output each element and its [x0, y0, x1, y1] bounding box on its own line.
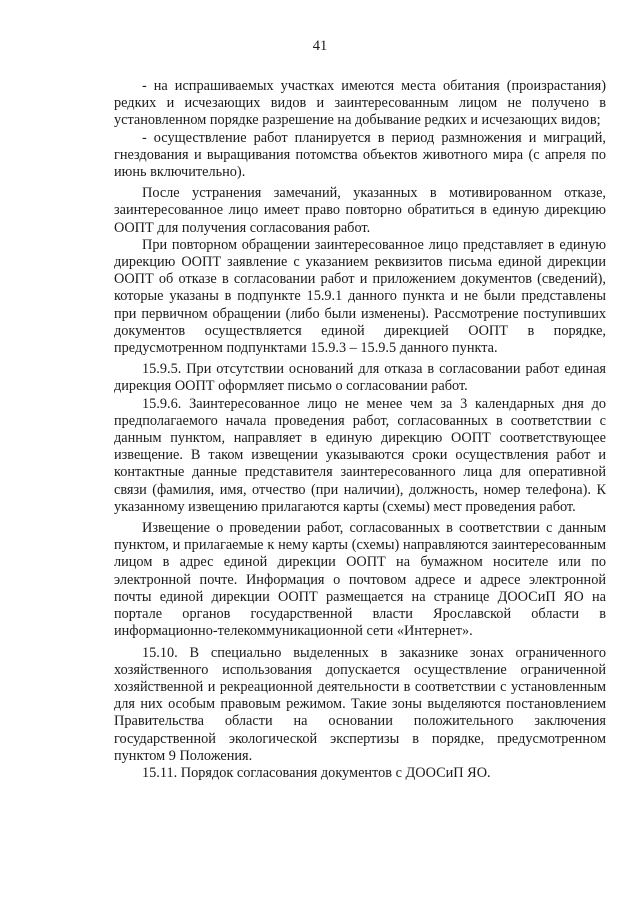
- paragraph: Извещение о проведении работ, согласованных в соответствии с данным пунктом, и прилагаемые к нему карты (схемы) направляются заинтересованным лицом в адрес единой дирекции ООПТ на бумажном носителе или по электронной почте. Информация о почтовом адресе и адресе электронной почты единой дирекции ООПТ размещается на странице ДООСиП ЯО на портале органов государственной власти Ярославской области в информационно-телекоммуникационной сети «Интернет».: [114, 520, 606, 640]
- paragraph: 15.9.5. При отсутствии оснований для отказа в согласовании работ единая дирекция ООПТ оформляет письмо о согласовании работ.: [114, 361, 606, 395]
- document-body: [114, 78, 606, 782]
- paragraph: После устранения замечаний, указанных в мотивированном отказе, заинтересованное лицо имеет право повторно обратиться в единую дирекцию ООПТ для получения согласования работ.: [114, 185, 606, 236]
- paragraph: 15.10. В специально выделенных в заказнике зонах ограниченного хозяйственного использования допускается осуществление ограниченной хозяйственной и рекреационной деятельности в соответствии с установленным для них особым правовым режимом. Такие зоны выделяются постановлением Правительства области на основании положительного заключения государственной экологической экспертизы в порядке, предусмотренном пунктом 9 Положения.: [114, 644, 606, 764]
- page-number: 41: [312, 38, 328, 54]
- paragraph: - осуществление работ планируется в период размножения и миграций, гнездования и выращивания потомства объектов животного мира (с апреля по июнь включительно).: [114, 129, 606, 181]
- paragraph: - на испрашиваемых участках имеются места обитания (произрастания) редких и исчезающих видов и заинтересованным лицом не получено в установленном порядке разрешение на добывание редких и исчезающих видов;: [114, 78, 606, 129]
- paragraph: При повторном обращении заинтересованное лицо представляет в единую дирекцию ООПТ заявление с указанием реквизитов письма единой дирекции ООПТ об отказе в согласовании работ и приложением документов (сведений), которые указаны в подпункте 15.9.1 данного пункта и не были представлены при первичном обращении (либо были изменены). Рассмотрение поступивших документов осуществляется единой дирекцией ООПТ в порядке, предусмотренном подпунктами 15.9.3 – 15.9.5 данного пункта.: [114, 236, 606, 357]
- paragraph: 15.11. Порядок согласования документов с ДООСиП ЯО.: [142, 764, 491, 781]
- paragraph: 15.9.6. Заинтересованное лицо не менее чем за 3 календарных дня до предполагаемого начала проведения работ, согласованных в соответствии с данным пунктом, направляет в единую дирекцию ООПТ соответствующее извещение. В таком извещении указываются сроки осуществления работ и контактные данные представителя заинтересованного лица для оперативной связи (фамилия, имя, отчество (при наличии), должность, номер телефона). К указанному извещению прилагаются карты (схемы) мест проведения работ.: [114, 395, 606, 515]
